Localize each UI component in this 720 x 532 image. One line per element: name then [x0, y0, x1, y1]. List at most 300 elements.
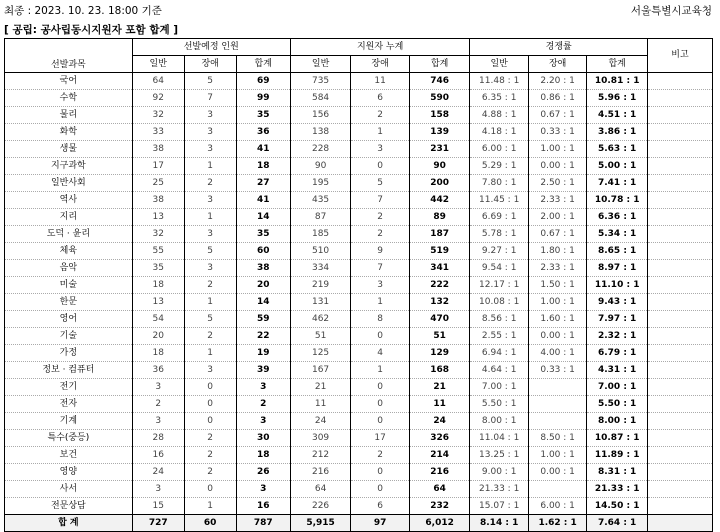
ratio-general-cell: 5.78 : 1	[470, 226, 528, 243]
applicants-general-cell: 334	[290, 260, 351, 277]
table-row	[5, 90, 713, 107]
ratio-general-cell: 9.00 : 1	[470, 464, 528, 481]
organization-name: 서울특별시교육청	[630, 5, 712, 17]
applicants-total-cell: 129	[409, 345, 470, 362]
planned-total-cell: 60	[236, 243, 290, 260]
subject-cell: 화학	[5, 124, 133, 141]
remark-cell	[647, 158, 712, 175]
planned-total-cell: 41	[236, 192, 290, 209]
applicants-disabled-cell: 1	[351, 294, 409, 311]
competition-table	[4, 38, 713, 532]
applicants-disabled-cell: 17	[351, 430, 409, 447]
ratio-disabled-cell: 1.60 : 1	[528, 311, 586, 328]
subject-cell: 특수(중등)	[5, 430, 133, 447]
ratio-disabled-cell: 1.80 : 1	[528, 243, 586, 260]
planned-general-cell: 36	[132, 362, 184, 379]
ratio-disabled-cell: 2.50 : 1	[528, 175, 586, 192]
table-row	[5, 243, 713, 260]
planned-disabled-cell: 1	[184, 294, 236, 311]
subject-cell: 음악	[5, 260, 133, 277]
subject-cell: 지리	[5, 209, 133, 226]
remark-cell	[647, 362, 712, 379]
planned-disabled-cell: 3	[184, 260, 236, 277]
remark-cell	[647, 192, 712, 209]
col-applicants-disabled: 장애	[351, 56, 409, 73]
applicants-general-cell: 212	[290, 447, 351, 464]
applicants-general-cell: 226	[290, 498, 351, 515]
subject-cell: 한문	[5, 294, 133, 311]
applicants-general-cell: 51	[290, 328, 351, 345]
applicants-total-cell: 158	[409, 107, 470, 124]
applicants-general-cell: 24	[290, 413, 351, 430]
ratio-total-cell: 6.79 : 1	[587, 345, 648, 362]
applicants-general-cell: 735	[290, 73, 351, 90]
subject-cell: 도덕 · 윤리	[5, 226, 133, 243]
ratio-total-cell: 10.81 : 1	[587, 73, 648, 90]
subject-cell: 전문상담	[5, 498, 133, 515]
col-planned: 선발예정 인원	[132, 39, 290, 56]
planned-total-cell: 3	[236, 379, 290, 396]
applicants-disabled-cell: 97	[351, 515, 409, 532]
col-planned-general: 일반	[132, 56, 184, 73]
ratio-total-cell: 5.50 : 1	[587, 396, 648, 413]
subject-cell: 역사	[5, 192, 133, 209]
table-row	[5, 498, 713, 515]
ratio-general-cell: 4.18 : 1	[470, 124, 528, 141]
applicants-disabled-cell: 6	[351, 498, 409, 515]
planned-general-cell: 3	[132, 379, 184, 396]
planned-total-cell: 20	[236, 277, 290, 294]
ratio-general-cell: 9.54 : 1	[470, 260, 528, 277]
ratio-general-cell: 6.00 : 1	[470, 141, 528, 158]
planned-general-cell: 38	[132, 192, 184, 209]
ratio-general-cell: 7.80 : 1	[470, 175, 528, 192]
ratio-disabled-cell: 0.67 : 1	[528, 107, 586, 124]
col-ratio-disabled: 장애	[528, 56, 586, 73]
planned-disabled-cell: 7	[184, 90, 236, 107]
remark-cell	[647, 515, 712, 532]
subject-cell: 합 계	[5, 515, 133, 532]
ratio-general-cell: 6.35 : 1	[470, 90, 528, 107]
planned-disabled-cell: 2	[184, 175, 236, 192]
planned-disabled-cell: 60	[184, 515, 236, 532]
applicants-total-cell: 231	[409, 141, 470, 158]
applicants-general-cell: 21	[290, 379, 351, 396]
planned-disabled-cell: 2	[184, 430, 236, 447]
applicants-disabled-cell: 1	[351, 124, 409, 141]
ratio-total-cell: 8.97 : 1	[587, 260, 648, 277]
ratio-total-cell: 7.64 : 1	[587, 515, 648, 532]
applicants-total-cell: 341	[409, 260, 470, 277]
ratio-total-cell: 6.36 : 1	[587, 209, 648, 226]
ratio-total-cell: 10.87 : 1	[587, 430, 648, 447]
col-applicants-total: 합계	[409, 56, 470, 73]
planned-general-cell: 18	[132, 345, 184, 362]
col-remark: 비고	[647, 39, 712, 73]
top-line	[0, 0, 720, 18]
ratio-total-cell: 5.34 : 1	[587, 226, 648, 243]
planned-total-cell: 99	[236, 90, 290, 107]
applicants-disabled-cell: 7	[351, 260, 409, 277]
ratio-disabled-cell: 2.33 : 1	[528, 192, 586, 209]
planned-general-cell: 54	[132, 311, 184, 328]
applicants-total-cell: 216	[409, 464, 470, 481]
planned-general-cell: 13	[132, 209, 184, 226]
applicants-general-cell: 185	[290, 226, 351, 243]
planned-disabled-cell: 3	[184, 107, 236, 124]
planned-total-cell: 27	[236, 175, 290, 192]
applicants-general-cell: 219	[290, 277, 351, 294]
ratio-total-cell: 7.00 : 1	[587, 379, 648, 396]
applicants-general-cell: 87	[290, 209, 351, 226]
planned-disabled-cell: 0	[184, 481, 236, 498]
subject-cell: 수학	[5, 90, 133, 107]
col-competition: 경쟁률	[470, 39, 648, 56]
planned-total-cell: 35	[236, 107, 290, 124]
remark-cell	[647, 209, 712, 226]
ratio-general-cell: 6.69 : 1	[470, 209, 528, 226]
applicants-total-cell: 519	[409, 243, 470, 260]
planned-disabled-cell: 5	[184, 243, 236, 260]
ratio-general-cell: 11.48 : 1	[470, 73, 528, 90]
applicants-general-cell: 216	[290, 464, 351, 481]
applicants-total-cell: 139	[409, 124, 470, 141]
planned-general-cell: 35	[132, 260, 184, 277]
planned-disabled-cell: 3	[184, 192, 236, 209]
ratio-general-cell: 21.33 : 1	[470, 481, 528, 498]
ratio-general-cell: 8.00 : 1	[470, 413, 528, 430]
planned-total-cell: 16	[236, 498, 290, 515]
applicants-disabled-cell: 2	[351, 226, 409, 243]
subject-cell: 지구과학	[5, 158, 133, 175]
remark-cell	[647, 260, 712, 277]
ratio-general-cell: 2.55 : 1	[470, 328, 528, 345]
planned-general-cell: 15	[132, 498, 184, 515]
planned-disabled-cell: 2	[184, 464, 236, 481]
applicants-general-cell: 11	[290, 396, 351, 413]
subject-cell: 기술	[5, 328, 133, 345]
remark-cell	[647, 311, 712, 328]
planned-general-cell: 727	[132, 515, 184, 532]
ratio-general-cell: 4.64 : 1	[470, 362, 528, 379]
planned-general-cell: 17	[132, 158, 184, 175]
ratio-disabled-cell	[528, 379, 586, 396]
applicants-total-cell: 132	[409, 294, 470, 311]
remark-cell	[647, 345, 712, 362]
table-row	[5, 226, 713, 243]
applicants-disabled-cell: 0	[351, 481, 409, 498]
applicants-total-cell: 24	[409, 413, 470, 430]
planned-general-cell: 64	[132, 73, 184, 90]
planned-total-cell: 18	[236, 158, 290, 175]
ratio-general-cell: 13.25 : 1	[470, 447, 528, 464]
applicants-total-cell: 11	[409, 396, 470, 413]
col-planned-total: 합계	[236, 56, 290, 73]
planned-general-cell: 28	[132, 430, 184, 447]
ratio-total-cell: 7.97 : 1	[587, 311, 648, 328]
ratio-disabled-cell: 2.20 : 1	[528, 73, 586, 90]
subject-cell: 전자	[5, 396, 133, 413]
table-row	[5, 311, 713, 328]
planned-general-cell: 25	[132, 175, 184, 192]
subject-cell: 전기	[5, 379, 133, 396]
ratio-disabled-cell: 1.50 : 1	[528, 277, 586, 294]
applicants-disabled-cell: 4	[351, 345, 409, 362]
planned-general-cell: 24	[132, 464, 184, 481]
remark-cell	[647, 481, 712, 498]
planned-general-cell: 3	[132, 413, 184, 430]
planned-disabled-cell: 0	[184, 379, 236, 396]
applicants-total-cell: 326	[409, 430, 470, 447]
ratio-disabled-cell: 0.33 : 1	[528, 124, 586, 141]
table-row	[5, 124, 713, 141]
planned-disabled-cell: 0	[184, 396, 236, 413]
table-row	[5, 141, 713, 158]
ratio-total-cell: 3.86 : 1	[587, 124, 648, 141]
applicants-disabled-cell: 9	[351, 243, 409, 260]
applicants-disabled-cell: 6	[351, 90, 409, 107]
table-row	[5, 260, 713, 277]
planned-disabled-cell: 3	[184, 141, 236, 158]
remark-cell	[647, 107, 712, 124]
planned-general-cell: 33	[132, 124, 184, 141]
subject-cell: 생물	[5, 141, 133, 158]
ratio-total-cell: 10.78 : 1	[587, 192, 648, 209]
planned-total-cell: 19	[236, 345, 290, 362]
ratio-total-cell: 8.65 : 1	[587, 243, 648, 260]
ratio-general-cell: 10.08 : 1	[470, 294, 528, 311]
ratio-disabled-cell: 1.62 : 1	[528, 515, 586, 532]
ratio-disabled-cell	[528, 413, 586, 430]
planned-total-cell: 3	[236, 413, 290, 430]
planned-total-cell: 18	[236, 447, 290, 464]
applicants-total-cell: 222	[409, 277, 470, 294]
planned-total-cell: 38	[236, 260, 290, 277]
ratio-total-cell: 11.89 : 1	[587, 447, 648, 464]
applicants-total-cell: 64	[409, 481, 470, 498]
remark-cell	[647, 447, 712, 464]
remark-cell	[647, 464, 712, 481]
ratio-disabled-cell: 0.67 : 1	[528, 226, 586, 243]
ratio-total-cell: 21.33 : 1	[587, 481, 648, 498]
ratio-disabled-cell: 8.50 : 1	[528, 430, 586, 447]
ratio-total-cell: 11.10 : 1	[587, 277, 648, 294]
table-note: [ 공립: 공사립동시지원자 포함 합계 ]	[4, 24, 179, 36]
applicants-disabled-cell: 2	[351, 107, 409, 124]
applicants-general-cell: 462	[290, 311, 351, 328]
planned-total-cell: 787	[236, 515, 290, 532]
planned-disabled-cell: 3	[184, 124, 236, 141]
table-row	[5, 192, 713, 209]
applicants-disabled-cell: 0	[351, 413, 409, 430]
table-row	[5, 430, 713, 447]
applicants-disabled-cell: 8	[351, 311, 409, 328]
remark-cell	[647, 243, 712, 260]
planned-disabled-cell: 1	[184, 158, 236, 175]
planned-total-cell: 14	[236, 209, 290, 226]
ratio-total-cell: 4.31 : 1	[587, 362, 648, 379]
table-row	[5, 158, 713, 175]
planned-total-cell: 2	[236, 396, 290, 413]
applicants-general-cell: 228	[290, 141, 351, 158]
ratio-total-cell: 7.41 : 1	[587, 175, 648, 192]
subject-cell: 가정	[5, 345, 133, 362]
applicants-total-cell: 90	[409, 158, 470, 175]
planned-general-cell: 18	[132, 277, 184, 294]
table-row	[5, 362, 713, 379]
ratio-disabled-cell: 0.86 : 1	[528, 90, 586, 107]
table-row	[5, 396, 713, 413]
table-row	[5, 345, 713, 362]
applicants-total-cell: 89	[409, 209, 470, 226]
ratio-disabled-cell: 0.00 : 1	[528, 328, 586, 345]
table-body	[5, 73, 713, 532]
col-subject: 선발과목	[5, 39, 133, 73]
subject-cell: 기계	[5, 413, 133, 430]
applicants-disabled-cell: 11	[351, 73, 409, 90]
remark-cell	[647, 175, 712, 192]
ratio-total-cell: 5.63 : 1	[587, 141, 648, 158]
applicants-total-cell: 187	[409, 226, 470, 243]
applicants-general-cell: 64	[290, 481, 351, 498]
col-applicants-general: 일반	[290, 56, 351, 73]
remark-cell	[647, 226, 712, 243]
table-row	[5, 294, 713, 311]
ratio-total-cell: 14.50 : 1	[587, 498, 648, 515]
planned-general-cell: 3	[132, 481, 184, 498]
ratio-total-cell: 8.31 : 1	[587, 464, 648, 481]
applicants-total-cell: 214	[409, 447, 470, 464]
ratio-disabled-cell: 1.00 : 1	[528, 447, 586, 464]
subject-cell: 보건	[5, 447, 133, 464]
applicants-total-cell: 590	[409, 90, 470, 107]
col-ratio-total: 합계	[587, 56, 648, 73]
updated-timestamp: 최종 : 2023. 10. 23. 18:00 기준	[4, 5, 162, 17]
planned-disabled-cell: 3	[184, 226, 236, 243]
subject-cell: 물리	[5, 107, 133, 124]
planned-total-cell: 41	[236, 141, 290, 158]
ratio-total-cell: 8.00 : 1	[587, 413, 648, 430]
ratio-general-cell: 5.50 : 1	[470, 396, 528, 413]
planned-disabled-cell: 2	[184, 328, 236, 345]
ratio-total-cell: 5.96 : 1	[587, 90, 648, 107]
ratio-disabled-cell: 2.33 : 1	[528, 260, 586, 277]
applicants-general-cell: 584	[290, 90, 351, 107]
planned-general-cell: 38	[132, 141, 184, 158]
applicants-total-cell: 6,012	[409, 515, 470, 532]
header-row-1	[5, 39, 713, 56]
applicants-disabled-cell: 0	[351, 396, 409, 413]
applicants-disabled-cell: 1	[351, 362, 409, 379]
table-row	[5, 379, 713, 396]
ratio-general-cell: 8.14 : 1	[470, 515, 528, 532]
subject-cell: 영어	[5, 311, 133, 328]
planned-general-cell: 20	[132, 328, 184, 345]
planned-total-cell: 36	[236, 124, 290, 141]
planned-general-cell: 32	[132, 226, 184, 243]
table-row	[5, 447, 713, 464]
ratio-disabled-cell: 6.00 : 1	[528, 498, 586, 515]
ratio-disabled-cell: 0.00 : 1	[528, 464, 586, 481]
remark-cell	[647, 328, 712, 345]
applicants-general-cell: 5,915	[290, 515, 351, 532]
ratio-general-cell: 9.27 : 1	[470, 243, 528, 260]
applicants-disabled-cell: 2	[351, 209, 409, 226]
ratio-general-cell: 12.17 : 1	[470, 277, 528, 294]
planned-disabled-cell: 3	[184, 362, 236, 379]
applicants-total-cell: 232	[409, 498, 470, 515]
ratio-general-cell: 11.45 : 1	[470, 192, 528, 209]
applicants-general-cell: 131	[290, 294, 351, 311]
ratio-general-cell: 5.29 : 1	[470, 158, 528, 175]
applicants-general-cell: 195	[290, 175, 351, 192]
ratio-general-cell: 7.00 : 1	[470, 379, 528, 396]
planned-disabled-cell: 1	[184, 209, 236, 226]
ratio-total-cell: 4.51 : 1	[587, 107, 648, 124]
applicants-total-cell: 168	[409, 362, 470, 379]
applicants-total-cell: 470	[409, 311, 470, 328]
planned-general-cell: 32	[132, 107, 184, 124]
table-row	[5, 277, 713, 294]
applicants-disabled-cell: 0	[351, 328, 409, 345]
applicants-general-cell: 125	[290, 345, 351, 362]
remark-cell	[647, 141, 712, 158]
remark-cell	[647, 73, 712, 90]
planned-general-cell: 13	[132, 294, 184, 311]
table-row	[5, 175, 713, 192]
planned-total-cell: 39	[236, 362, 290, 379]
applicants-general-cell: 138	[290, 124, 351, 141]
ratio-general-cell: 11.04 : 1	[470, 430, 528, 447]
remark-cell	[647, 90, 712, 107]
applicants-general-cell: 510	[290, 243, 351, 260]
planned-total-cell: 30	[236, 430, 290, 447]
applicants-general-cell: 309	[290, 430, 351, 447]
applicants-disabled-cell: 3	[351, 141, 409, 158]
ratio-general-cell: 4.88 : 1	[470, 107, 528, 124]
remark-cell	[647, 124, 712, 141]
table-row	[5, 481, 713, 498]
applicants-general-cell: 90	[290, 158, 351, 175]
planned-total-cell: 22	[236, 328, 290, 345]
applicants-general-cell: 156	[290, 107, 351, 124]
planned-total-cell: 14	[236, 294, 290, 311]
remark-cell	[647, 430, 712, 447]
ratio-disabled-cell: 1.00 : 1	[528, 141, 586, 158]
table-row	[5, 209, 713, 226]
subject-cell: 국어	[5, 73, 133, 90]
subject-cell: 사서	[5, 481, 133, 498]
applicants-total-cell: 746	[409, 73, 470, 90]
ratio-disabled-cell: 1.00 : 1	[528, 294, 586, 311]
applicants-disabled-cell: 0	[351, 379, 409, 396]
planned-general-cell: 55	[132, 243, 184, 260]
remark-cell	[647, 498, 712, 515]
ratio-disabled-cell	[528, 481, 586, 498]
ratio-disabled-cell: 0.00 : 1	[528, 158, 586, 175]
planned-disabled-cell: 0	[184, 413, 236, 430]
ratio-disabled-cell	[528, 396, 586, 413]
table-row	[5, 413, 713, 430]
ratio-total-cell: 5.00 : 1	[587, 158, 648, 175]
applicants-total-cell: 442	[409, 192, 470, 209]
ratio-disabled-cell: 2.00 : 1	[528, 209, 586, 226]
remark-cell	[647, 396, 712, 413]
col-planned-disabled: 장애	[184, 56, 236, 73]
table-row	[5, 107, 713, 124]
planned-total-cell: 26	[236, 464, 290, 481]
planned-total-cell: 69	[236, 73, 290, 90]
